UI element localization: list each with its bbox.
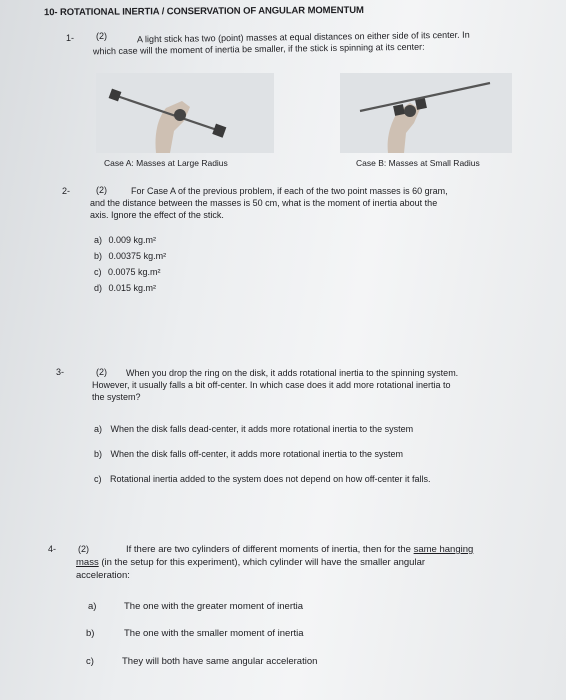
q4-underlined-mass: mass xyxy=(76,557,99,568)
case-a-figure xyxy=(96,73,274,153)
q1-text-line2: which case will the moment of inertia be smaller, if the stick is spinning at its center: xyxy=(92,41,425,57)
q3-points: (2) xyxy=(96,367,107,377)
q4-points: (2) xyxy=(78,544,89,554)
case-b-mass-left xyxy=(393,104,405,116)
q2-option-b[interactable] xyxy=(94,251,166,261)
case-b-caption: Case B: Masses at Small Radius xyxy=(356,158,480,168)
q2-number: 2- xyxy=(62,186,71,196)
option-letter: a) xyxy=(94,235,103,245)
q4-text-line3: acceleration: xyxy=(76,570,130,581)
option-letter: a) xyxy=(88,601,97,612)
case-a-caption: Case A: Masses at Large Radius xyxy=(104,158,228,168)
q4-option-a[interactable] xyxy=(88,601,304,612)
case-a-mass-left xyxy=(109,89,122,102)
option-text: The one with the greater moment of inertia xyxy=(124,601,304,612)
q2-option-d[interactable] xyxy=(94,283,156,293)
option-letter: c) xyxy=(94,474,102,484)
option-text: 0.009 kg.m² xyxy=(108,235,157,245)
option-text: The one with the smaller moment of inertia xyxy=(124,628,304,639)
case-a-drawing xyxy=(96,73,274,153)
q2-text-line3: axis. Ignore the effect of the stick. xyxy=(90,210,224,220)
q4-line1-text: If there are two cylinders of different moments of inertia, then for the xyxy=(126,544,414,555)
q4-underlined-same-hanging: same hanging xyxy=(413,544,474,555)
option-letter: b) xyxy=(86,628,95,639)
q3-option-b[interactable] xyxy=(94,449,403,459)
q1-number: 1- xyxy=(66,33,75,43)
case-b-drawing xyxy=(340,73,512,153)
case-a-mass-right xyxy=(212,124,226,138)
q3-number: 3- xyxy=(56,367,65,377)
case-a-pivot xyxy=(174,109,186,121)
option-text: Rotational inertia added to the system does not depend on how off-center it falls. xyxy=(110,474,431,484)
case-b-figure xyxy=(340,73,512,153)
case-a-hand xyxy=(155,101,190,153)
q1-text-line1: A light stick has two (point) masses at equal distances on either side of its center. In xyxy=(136,29,470,45)
option-text: 0.015 kg.m² xyxy=(108,283,157,293)
q3-option-c[interactable] xyxy=(94,474,431,484)
option-text: They will both have same angular acceleration xyxy=(122,656,318,667)
q2-text-line2: and the distance between the masses is 50 cm, what is the moment of inertia about the xyxy=(90,198,438,208)
q2-text-line1: For Case A of the previous problem, if each of the two point masses is 60 gram, xyxy=(131,186,448,196)
option-text: 0.00375 kg.m² xyxy=(108,251,167,261)
q3-option-a[interactable] xyxy=(94,424,413,434)
q3-text-line3: the system? xyxy=(92,392,141,402)
page-title: 10- ROTATIONAL INERTIA / CONSERVATION OF ANGULAR MOMENTUM xyxy=(43,4,364,19)
q2-option-a[interactable] xyxy=(94,235,156,245)
q3-text-line2: However, it usually falls a bit off-center. In which case does it add more rotational inertia to xyxy=(92,380,451,390)
case-b-pivot xyxy=(404,105,416,117)
option-letter: b) xyxy=(94,251,103,261)
option-letter: d) xyxy=(94,283,103,293)
option-text: When the disk falls dead-center, it adds more rotational inertia to the system xyxy=(110,424,414,434)
option-text: 0.0075 kg.m² xyxy=(108,267,161,277)
option-letter: b) xyxy=(94,449,103,459)
q4-line2-text: (in the setup for this experiment), which cylinder will have the smaller angular xyxy=(98,557,426,568)
q4-text-line1 xyxy=(126,544,473,557)
q2-option-c[interactable] xyxy=(94,267,161,277)
q4-option-b[interactable] xyxy=(86,628,304,639)
q4-number: 4- xyxy=(48,544,57,554)
q2-points: (2) xyxy=(96,185,107,195)
option-letter: a) xyxy=(94,424,103,434)
option-letter: c) xyxy=(94,267,102,277)
q1-points: (2) xyxy=(96,31,107,41)
case-b-mass-right xyxy=(415,98,427,110)
q4-option-c[interactable] xyxy=(86,656,318,667)
q4-text-line2 xyxy=(76,557,425,570)
option-letter: c) xyxy=(86,656,94,667)
q3-text-line1: When you drop the ring on the disk, it adds rotational inertia to the spinning system. xyxy=(126,368,459,378)
option-text: When the disk falls off-center, it adds more rotational inertia to the system xyxy=(110,449,404,459)
